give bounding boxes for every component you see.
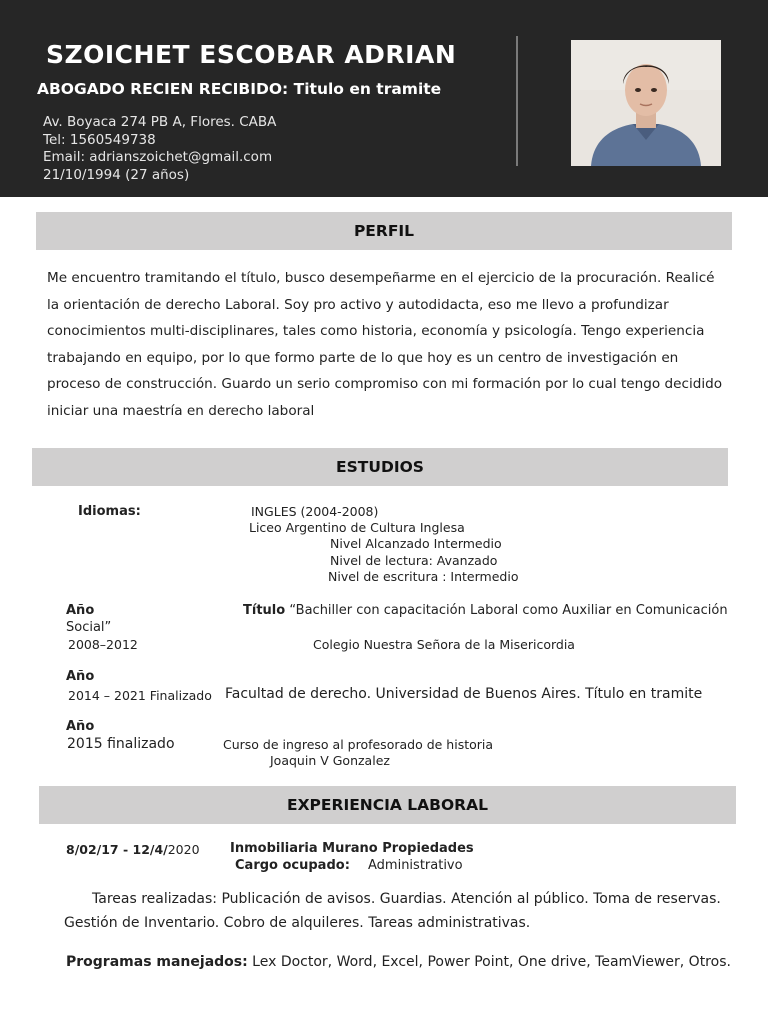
tareas-line: Tareas realizadas: Publicación de avisos. Guardias. Atención al público. Toma de reservas. (92, 891, 721, 907)
universidad-years: 2014 – 2021 Finalizado (68, 688, 212, 703)
secundario-title-cont: Social” (66, 620, 112, 635)
contact-info (43, 114, 276, 184)
profesorado-year-label: Año (66, 719, 95, 734)
idiomas-line: Nivel Alcanzado Intermedio (330, 536, 502, 551)
universidad-text: Facultad de derecho. Universidad de Buenos Aires. Título en tramite (225, 686, 703, 702)
profile-photo (571, 40, 721, 166)
perfil-heading: PERFIL (36, 212, 732, 250)
company-name: Inmobiliaria Murano Propiedades (230, 841, 474, 856)
perfil-line: proceso de construcción. Guardo un serio compromiso con mi formación por lo cual tengo decidido (47, 376, 723, 392)
experiencia-heading: EXPERIENCIA LABORAL (39, 786, 736, 824)
cargo-value: Administrativo (368, 858, 463, 873)
profesorado-text: Curso de ingreso al profesorado de historia (223, 737, 494, 752)
birthdate: 21/10/1994 (27 años) (43, 166, 190, 183)
professional-title: ABOGADO RECIEN RECIBIDO: Titulo en tramite (37, 80, 442, 98)
experiencia-dates (66, 842, 200, 857)
estudios-heading: ESTUDIOS (32, 448, 728, 486)
universidad-year-label: Año (66, 669, 95, 684)
header (0, 0, 768, 197)
programas-label: Programas manejados: (66, 954, 248, 970)
idiomas-line: Nivel de lectura: Avanzado (330, 553, 498, 568)
phone: Tel: 1560549738 (43, 131, 156, 148)
perfil-line: la orientación de derecho Laboral. Soy pro activo y autodidacta, eso me llevo a profundizar (47, 296, 669, 313)
tareas-line: Gestión de Inventario. Cobro de alquileres. Tareas administrativas. (64, 915, 531, 931)
secundario-title (243, 603, 728, 618)
idiomas-line: Liceo Argentino de Cultura Inglesa (249, 520, 465, 535)
title-text: “Bachiller con capacitación Laboral como Auxiliar en Comunicación (289, 603, 728, 618)
email: Email: adrianszoichet@gmail.com (43, 149, 273, 165)
person-name: SZOICHET ESCOBAR ADRIAN (46, 40, 457, 69)
idiomas-line: INGLES (2004-2008) (251, 504, 379, 519)
cargo-label: Cargo ocupado: (235, 858, 350, 873)
secundario-years: 2008–2012 (68, 637, 138, 652)
programas-list: Lex Doctor, Word, Excel, Power Point, One drive, TeamViewer, Otros. (247, 954, 731, 970)
address: Av. Boyaca 274 PB A, Flores. CABA (43, 114, 277, 130)
perfil-line: iniciar una maestría en derecho laboral (47, 402, 315, 419)
profesorado-years: 2015 finalizado (67, 736, 175, 752)
perfil-text (47, 265, 737, 424)
perfil-line: trabajando en equipo, por lo que formo parte de lo que hoy es un centro de investigación en (47, 349, 679, 366)
date-rest: 2020 (167, 842, 200, 857)
perfil-line: Me encuentro tramitando el título, busco desempeñarme en el ejercicio de la procuración. Realicé (47, 270, 715, 286)
date-bold: 8/02/17 - 12/4/ (66, 842, 168, 857)
title-label: Título (243, 603, 286, 618)
secundario-school: Colegio Nuestra Señora de la Misericordia (313, 637, 575, 652)
perfil-line: conocimientos multi-disciplinares, tales como historia, economía y psicología. Tengo experiencia (47, 323, 705, 339)
header-divider (516, 36, 518, 166)
idiomas-label: Idiomas: (78, 504, 141, 519)
secundario-year-label: Año (66, 603, 95, 618)
idiomas-line: Nivel de escritura : Intermedio (328, 569, 519, 584)
programas (66, 954, 731, 970)
profesorado-text2: Joaquin V Gonzalez (270, 753, 390, 768)
